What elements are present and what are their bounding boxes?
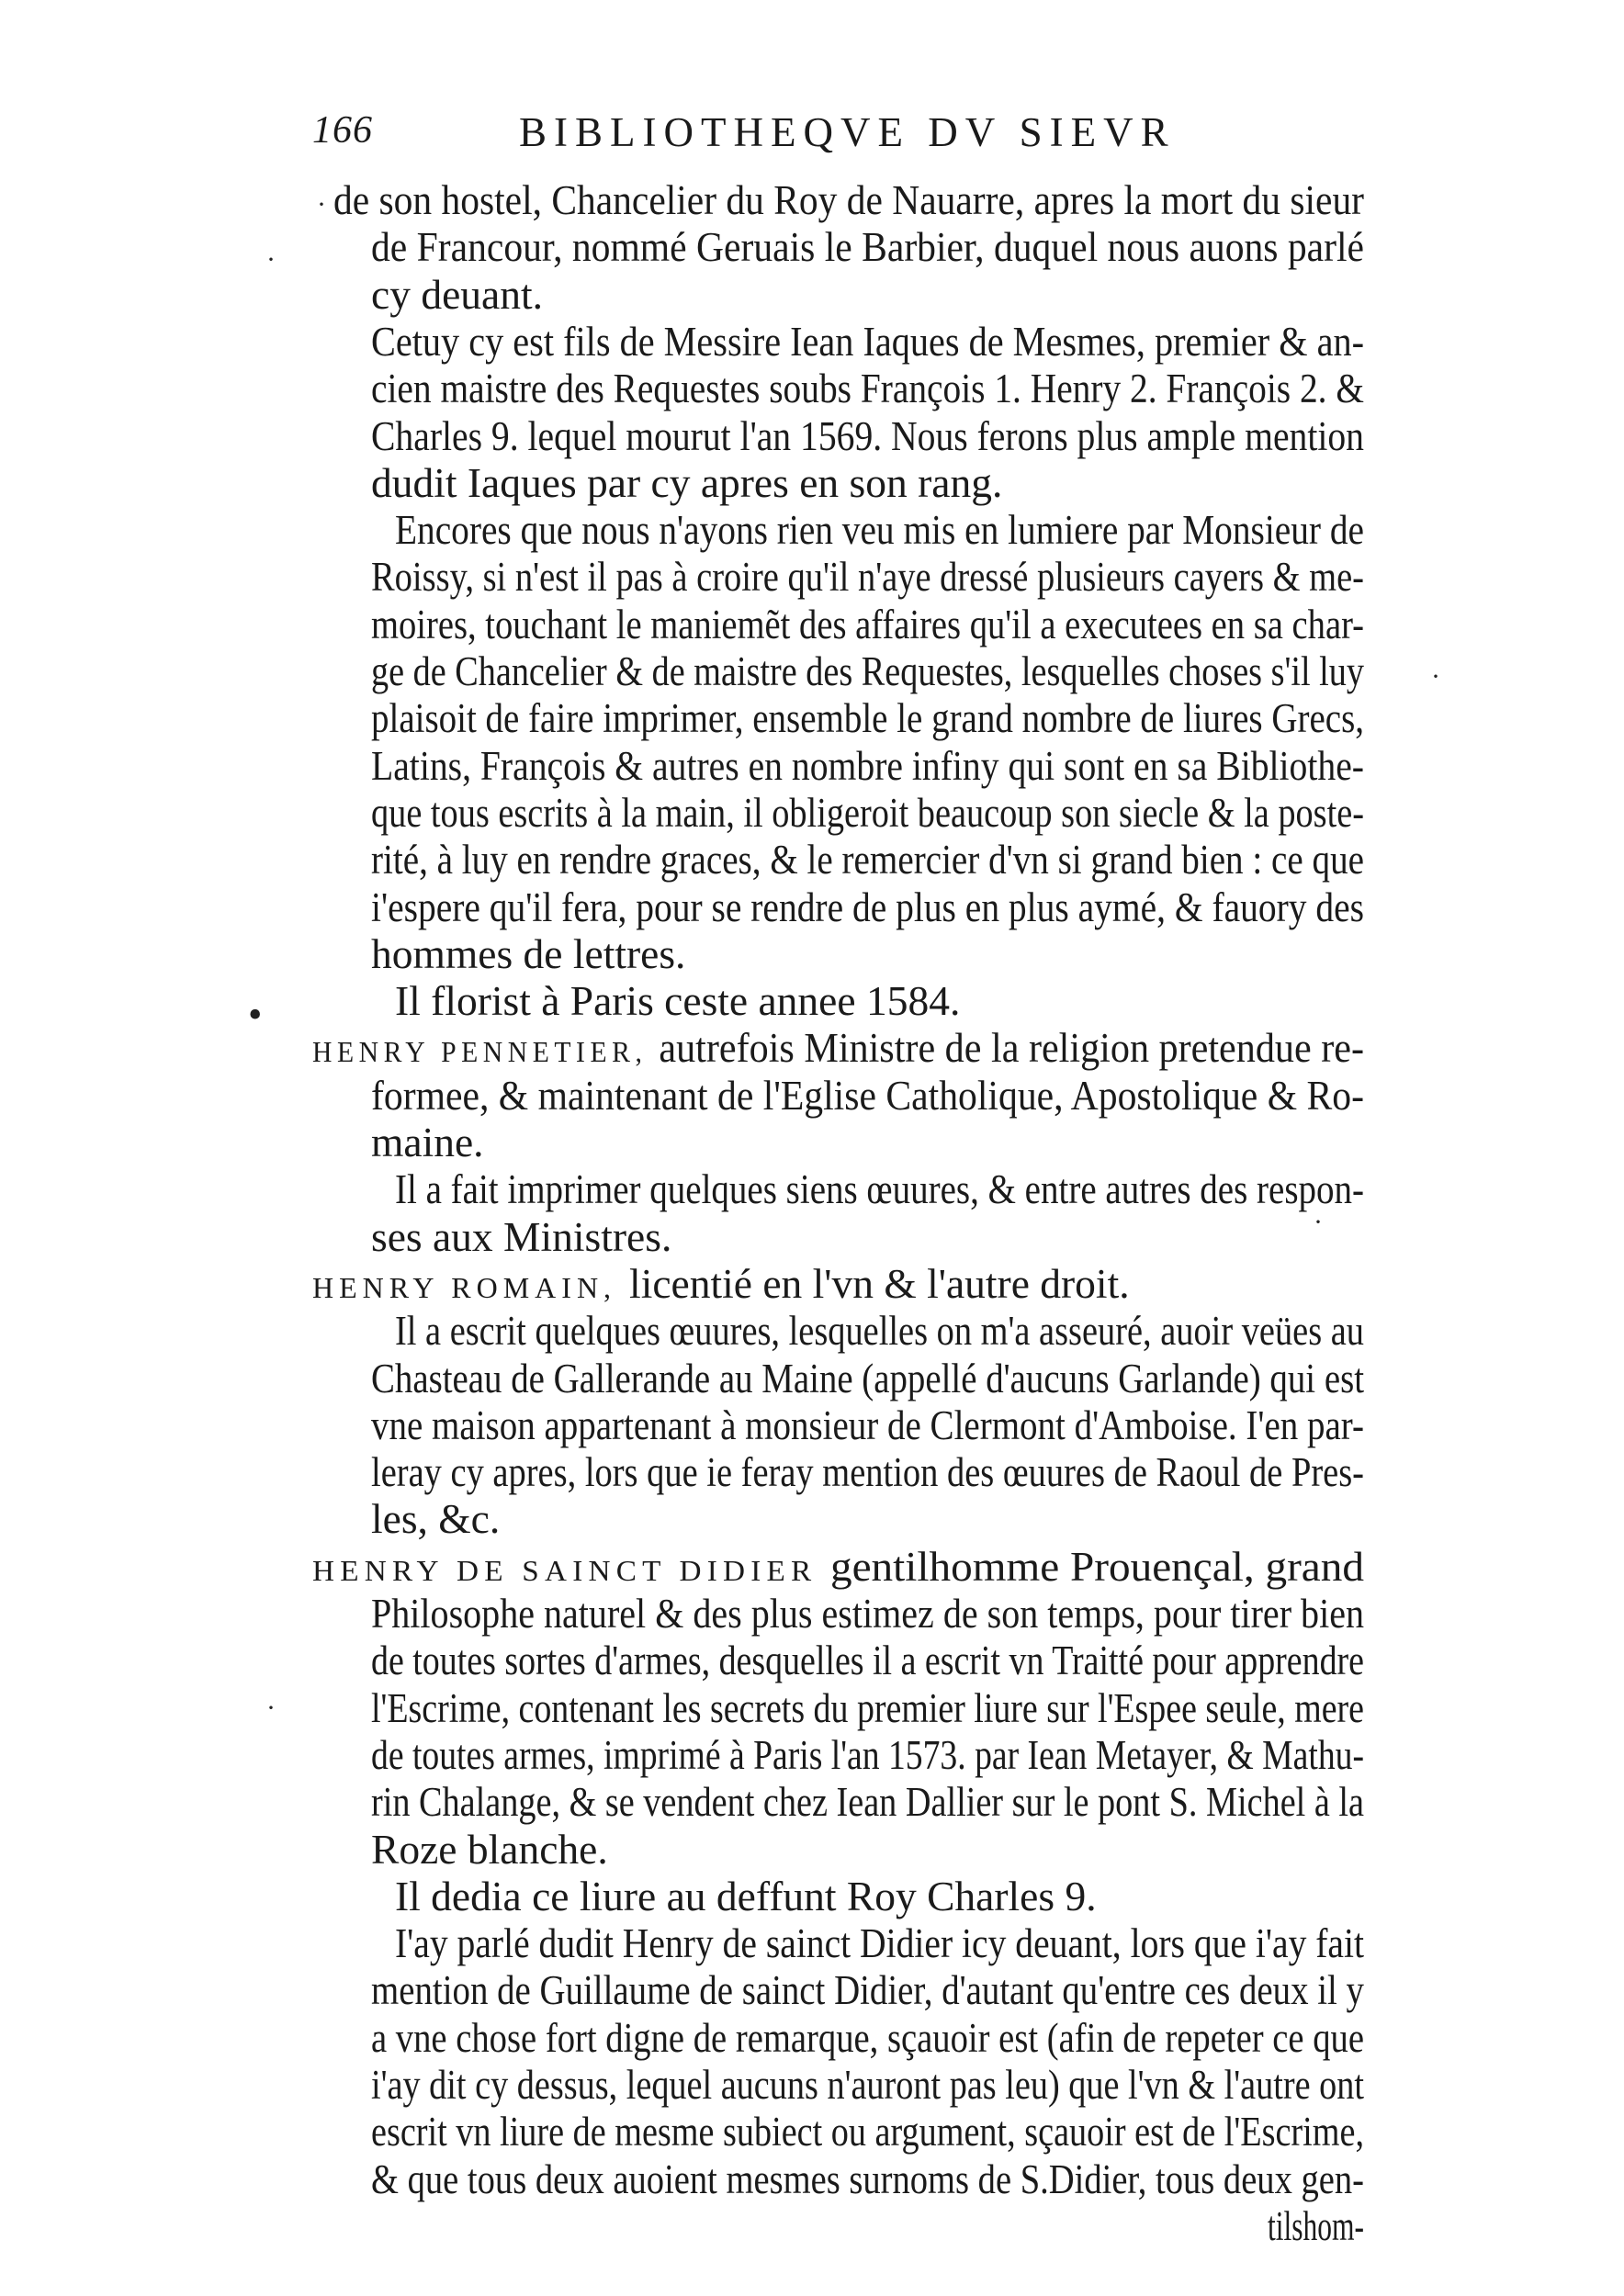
text-line	[395, 1303, 1364, 1358]
line-text: I'ay parlé dudit Henry de sainct Didier icy deuant, lors que i'ay fait	[395, 1919, 1364, 1966]
line-text: Encores que nous n'ayons rien veu mis en lumiere par Monsieur de	[395, 506, 1364, 553]
line-text: rité, à luy en rendre graces, & le remercier d'vn si grand bien : ce que	[371, 836, 1364, 883]
line-text: hommes de lettres.	[371, 930, 686, 977]
line-text: de toutes armes, imprimé à Paris l'an 1573. par Iean Metayer, & Mathu-	[371, 1731, 1364, 1778]
text-line	[371, 1445, 1364, 1500]
line-text: que tous escrits à la main, il obligeroit beaucoup son siecle & la poste-	[371, 789, 1364, 836]
text-line	[371, 361, 1364, 416]
line-text: dudit Iaques par cy apres en son rang.	[371, 459, 1003, 506]
line-text: ses aux Ministres.	[371, 1213, 672, 1260]
line-text: licentié en l'vn & l'autre droit.	[629, 1260, 1130, 1307]
text-line	[371, 1491, 500, 1547]
page-header	[312, 108, 1268, 163]
line-text: mention de Guillaume de sainct Didier, d'autant qu'entre ces deux il y	[371, 1966, 1364, 2013]
line-text: Cetuy cy est fils de Messire Iean Iaques de Mesmes, premier & an-	[371, 318, 1364, 365]
line-text: de Francour, nommé Geruais le Barbier, duquel nous auons parlé	[371, 223, 1364, 270]
line-text: & que tous deux auoient mesmes surnoms de S.Didier, tous deux gen-	[371, 2155, 1364, 2202]
line-text: maine.	[371, 1119, 484, 1165]
line-text: Il a escrit quelques œuures, lesquelles on m'a asseuré, auoir veües au	[395, 1307, 1364, 1354]
text-line	[371, 1774, 1364, 1829]
line-text: i'ay dit cy dessus, lequel aucuns n'auront pas leu) que l'vn & l'autre ont	[371, 2061, 1364, 2108]
text-line	[371, 549, 1364, 604]
margin-dot: ·	[266, 244, 276, 275]
text-line	[371, 2104, 1364, 2159]
line-text: vne maison appartenant à monsieur de Clermont d'Amboise. I'en par-	[371, 1401, 1364, 1448]
line-text: cien maistre des Requestes soubs François 1. Henry 2. François 2. &	[371, 365, 1364, 411]
line-text: leray cy apres, lors que ie feray mention des œuures de Raoul de Pres-	[371, 1448, 1364, 1495]
line-text: Latins, François & autres en nombre infiny qui sont en sa Bibliothe-	[371, 742, 1364, 789]
line-text: Chasteau de Gallerande au Maine (appellé d'aucuns Garlande) qui est	[371, 1355, 1364, 1401]
text-line	[395, 1162, 1364, 1217]
text-line	[371, 1633, 1364, 1688]
text-line	[371, 219, 1364, 275]
line-text: rin Chalange, & se vendent chez Iean Dallier sur le pont S. Michel à la	[371, 1778, 1364, 1825]
text-line	[371, 832, 1364, 887]
line-text: cy deuant.	[371, 271, 543, 318]
margin-ink-blot: •	[248, 992, 263, 1037]
line-text: a vne chose fort digne de remarque, sçauoir est (afin de repeter ce que	[371, 2014, 1364, 2061]
line-text: Il florist à Paris ceste annee 1584.	[395, 977, 961, 1024]
margin-dot: ·	[1314, 1207, 1323, 1237]
line-text: gentilhomme Prouençal, grand	[829, 1543, 1364, 1590]
text-line	[371, 1963, 1364, 2018]
line-text: Roze blanche.	[371, 1826, 608, 1873]
text-line	[371, 691, 1364, 746]
author-name: HENRY PENNETIER,	[312, 1035, 660, 1068]
margin-dot: ·	[1431, 661, 1440, 692]
page-number: 166	[312, 109, 373, 152]
line-text: Charles 9. lequel mourut l'an 1569. Nous ferons plus ample mention	[371, 412, 1364, 459]
text-line	[371, 1068, 1364, 1123]
line-text: i'espere qu'il fera, pour se rendre de plus en plus aymé, & fauory des	[371, 884, 1364, 930]
margin-dot: ·	[317, 189, 326, 219]
line-text: plaisoit de faire imprimer, ensemble le grand nombre de liures Grecs,	[371, 694, 1364, 741]
text-line	[1268, 2199, 1364, 2254]
author-name: HENRY DE SAINCT DIDIER	[312, 1554, 830, 1587]
line-text: autrefois Ministre de la religion pretendue re-	[659, 1024, 1364, 1071]
line-text: Philosophe naturel & des plus estimez de son temps, pour tirer bien	[371, 1590, 1364, 1637]
line-text: de toutes sortes d'armes, desquelles il a escrit vn Traitté pour apprendre	[371, 1637, 1364, 1683]
line-text: l'Escrime, contenant les secrets du premier liure sur l'Espee seule, mere	[371, 1684, 1364, 1731]
line-text: Il dedia ce liure au deffunt Roy Charles 9.	[395, 1873, 1097, 1919]
text-line	[371, 2152, 1364, 2207]
running-head: BIBLIOTHEQVE DV SIEVR	[519, 109, 1176, 155]
line-text: escrit vn liure de mesme subiect ou argument, sçauoir est de l'Escrime,	[371, 2108, 1364, 2155]
line-text: moires, touchant le maniemẽt des affaires qu'il a executees en sa char-	[371, 601, 1364, 647]
line-text: de son hostel, Chancelier du Roy de Nauarre, apres la mort du sieur	[333, 176, 1364, 223]
line-text: Roissy, si n'est il pas à croire qu'il n'aye dressé plusieurs cayers & me-	[371, 553, 1364, 600]
line-text: les, &c.	[371, 1495, 501, 1542]
margin-dot: ·	[266, 1693, 276, 1723]
line-text: tilshom-	[1268, 2202, 1364, 2249]
author-name: HENRY ROMAIN,	[312, 1271, 630, 1304]
line-text: formee, & maintenant de l'Eglise Catholique, Apostolique & Ro-	[371, 1072, 1364, 1119]
line-text: ge de Chancelier & de maistre des Requestes, lesquelles choses s'il luy	[371, 647, 1364, 694]
line-text: Il a fait imprimer quelques siens œuures, & entre autres des respon-	[395, 1165, 1364, 1212]
